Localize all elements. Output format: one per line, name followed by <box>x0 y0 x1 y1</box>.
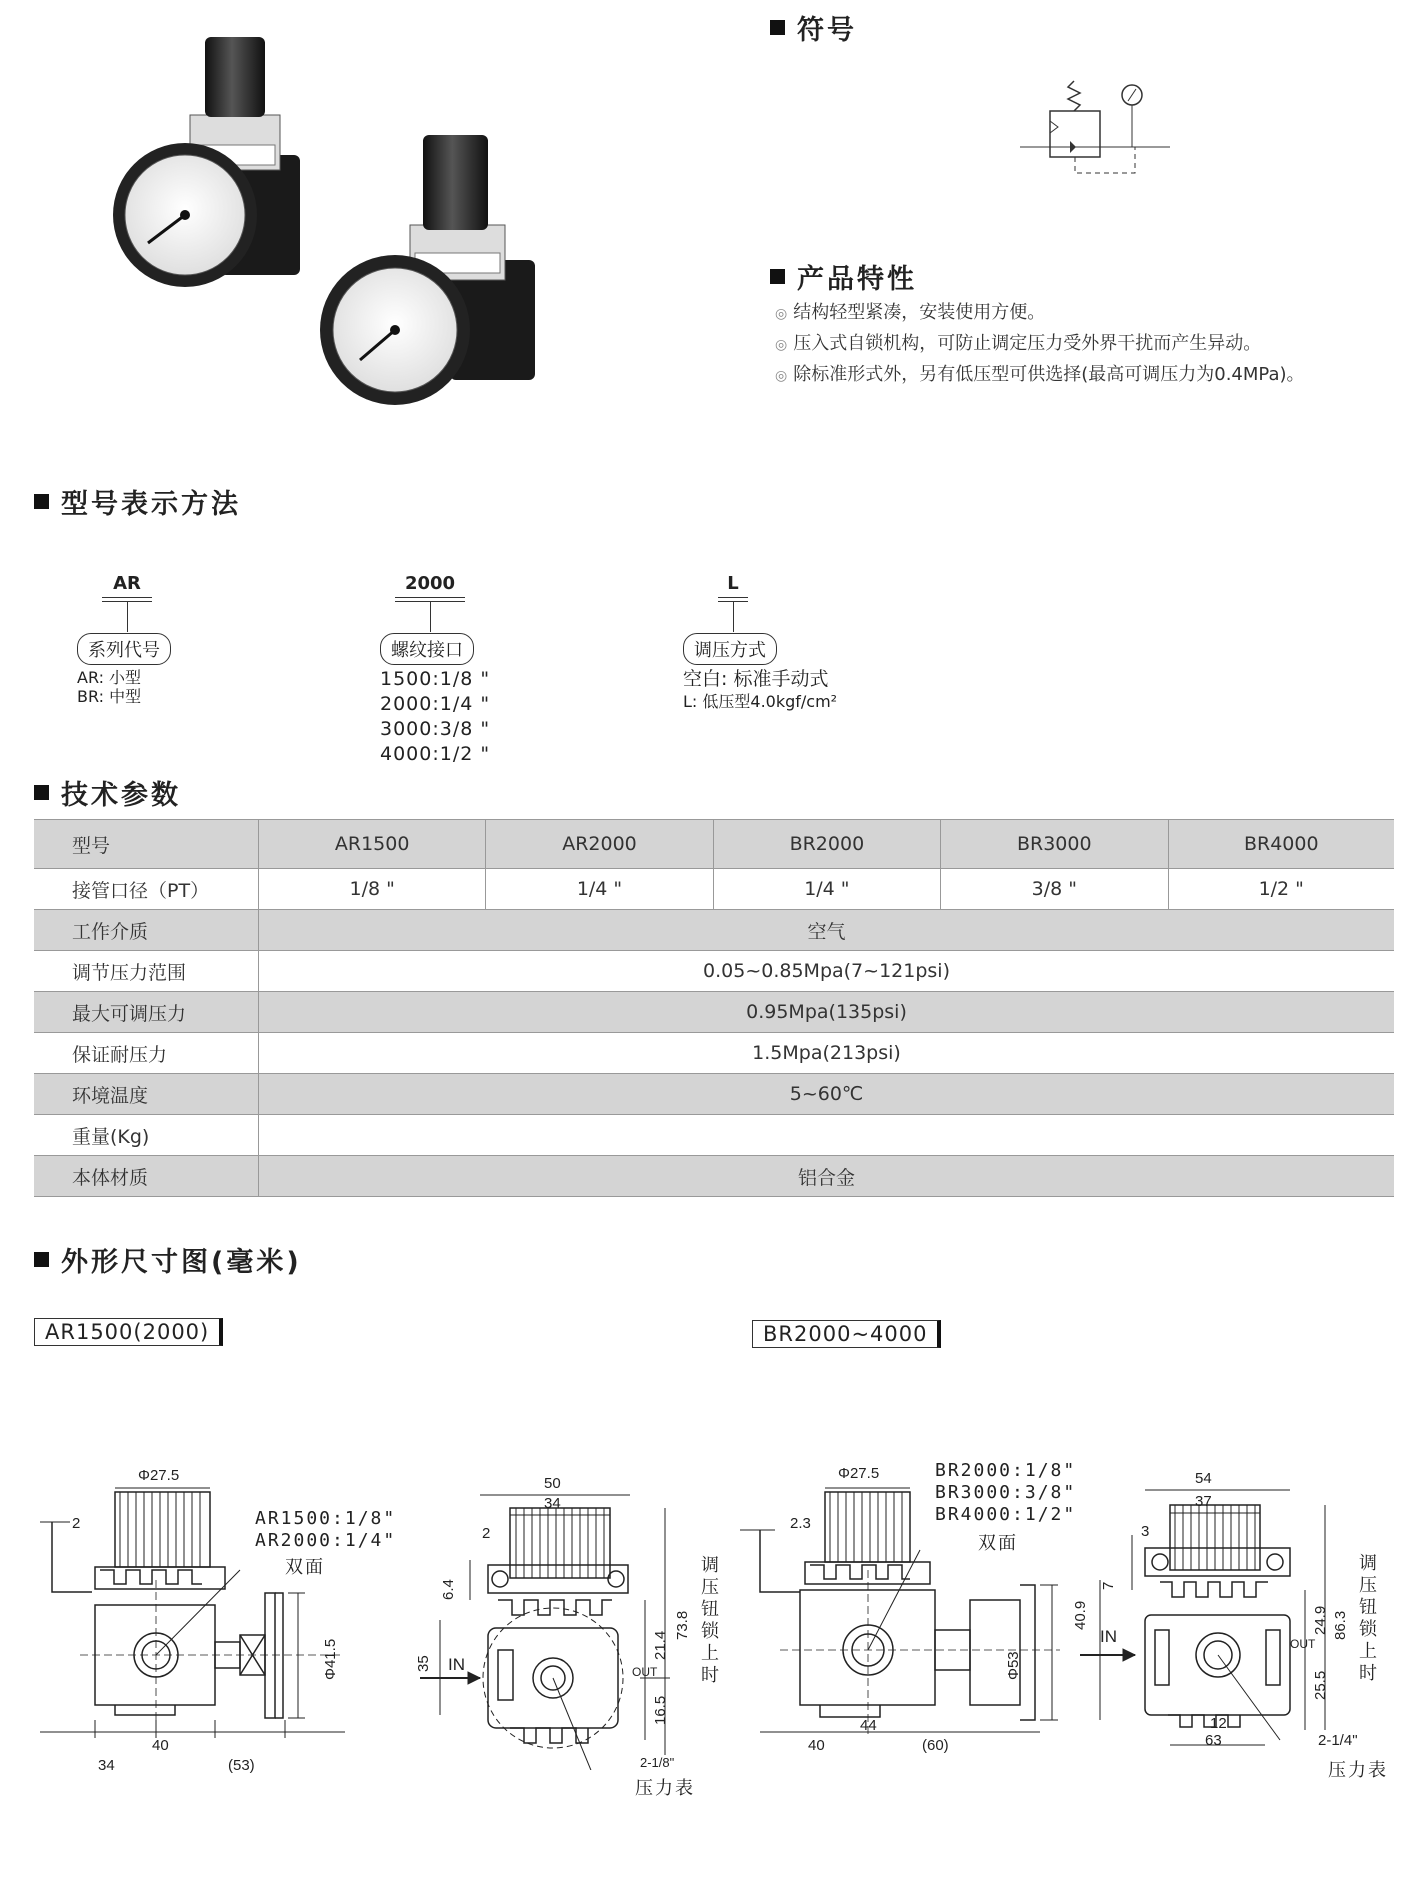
dim-label: 54 <box>1195 1470 1212 1487</box>
dim-label: Φ53 <box>1005 1651 1022 1680</box>
feature-item: ◎ 除标准形式外，另有低压型可供选择(最高可调压力为0.4MPa)。 <box>775 360 1305 391</box>
section-title-dimensions <box>34 1240 302 1279</box>
model-code-mode-label: 调压方式 <box>683 633 777 665</box>
section-title-text: 型号表示方法 <box>61 489 241 520</box>
table-cell: 5~60℃ <box>259 1074 1395 1115</box>
br-both-sides: 双面 <box>978 1533 1018 1554</box>
section-title-text: 产品特性 <box>797 264 917 295</box>
table-row <box>34 951 1394 992</box>
model-code-series: AR <box>113 573 141 594</box>
table-cell: 环境温度 <box>34 1074 259 1115</box>
br-model-label: BR2000~4000 <box>752 1320 941 1348</box>
dim-label: 21.4 <box>652 1630 669 1660</box>
table-row <box>34 869 1394 910</box>
dim-label: 40.9 <box>1072 1600 1089 1630</box>
square-bullet-icon <box>770 269 785 284</box>
table-row <box>34 1156 1394 1197</box>
br-lock-text: 调压钮锁上时 <box>1359 1553 1377 1684</box>
ar-gauge-label: 压力表 <box>635 1778 695 1799</box>
spec-table <box>34 819 1394 1197</box>
section-title-text: 外形尺寸图(毫米) <box>61 1247 302 1278</box>
table-header-cell: BR3000 <box>941 820 1168 869</box>
model-code-thread-label: 螺纹接口 <box>380 633 474 665</box>
section-title-text: 技术参数 <box>61 780 181 811</box>
section-title-text: 符号 <box>797 15 857 46</box>
thread-options: 1500:1/8 " 2000:1/4 " 3000:3/8 " 4000:1/2 " <box>380 668 491 765</box>
in-label: IN <box>448 1655 465 1674</box>
dim-label: 2.3 <box>790 1515 811 1532</box>
dim-label: 3 <box>1141 1523 1150 1540</box>
feature-item: ◎ 结构轻型紧凑，安装使用方便。 <box>775 298 1305 329</box>
dim-label: 35 <box>415 1655 432 1672</box>
ar-lock-text: 调压钮锁上时 <box>701 1555 719 1686</box>
table-cell: 保证耐压力 <box>34 1033 259 1074</box>
table-cell: 工作介质 <box>34 910 259 951</box>
dim-label: 73.8 <box>674 1610 691 1640</box>
table-header-cell: AR2000 <box>486 820 713 869</box>
table-cell: 0.95Mpa(135psi) <box>259 992 1395 1033</box>
table-row <box>34 1115 1394 1156</box>
table-header-cell: AR1500 <box>259 820 486 869</box>
series-options: AR: 小型 BR: 中型 <box>77 668 142 706</box>
table-cell <box>259 1115 1395 1156</box>
dim-label: 34 <box>544 1495 561 1512</box>
feature-item: ◎ 压入式自锁机构，可防止调定压力受外界干扰而产生异动。 <box>775 329 1305 360</box>
dim-label: 12 <box>1210 1715 1227 1732</box>
dim-label: 34 <box>98 1757 115 1774</box>
section-title-model-code <box>34 482 241 521</box>
dim-label: 7 <box>1100 1581 1117 1590</box>
in-label: IN <box>1100 1627 1117 1646</box>
square-bullet-icon <box>34 494 49 509</box>
section-title-symbol <box>770 8 857 47</box>
table-cell: 1/4 " <box>486 869 713 910</box>
dim-label: 86.3 <box>1332 1610 1349 1640</box>
br-side-view-drawing <box>1080 1440 1380 1770</box>
dim-label: 24.9 <box>1312 1605 1329 1635</box>
table-cell: 调节压力范围 <box>34 951 259 992</box>
table-row <box>34 1033 1394 1074</box>
ar-both-sides: 双面 <box>285 1557 325 1578</box>
dim-label: (60) <box>922 1737 949 1754</box>
ar-port-notes: AR1500:1/8" AR2000:1/4" <box>255 1508 397 1551</box>
dim-label: 63 <box>1205 1732 1222 1749</box>
table-cell: 本体材质 <box>34 1156 259 1197</box>
table-cell: 空气 <box>259 910 1395 951</box>
model-code-thread: 2000 <box>404 573 456 594</box>
out-label: OUT <box>1290 1637 1316 1651</box>
table-cell: 1.5Mpa(213psi) <box>259 1033 1395 1074</box>
table-row <box>34 992 1394 1033</box>
table-cell: 重量(Kg) <box>34 1115 259 1156</box>
section-title-features <box>770 257 917 296</box>
dim-label: Φ27.5 <box>138 1467 180 1484</box>
table-row <box>34 1074 1394 1115</box>
table-header-row <box>34 820 1394 869</box>
table-cell: 1/8 " <box>259 869 486 910</box>
square-bullet-icon <box>770 20 785 35</box>
ar-model-label: AR1500(2000) <box>34 1318 223 1346</box>
table-header-cell: BR2000 <box>713 820 940 869</box>
dim-label: 2 <box>482 1525 491 1542</box>
dim-label: 37 <box>1195 1493 1212 1510</box>
dim-label: (53) <box>228 1757 255 1774</box>
dim-label: 2-1/8" <box>640 1755 675 1770</box>
model-code-series-label: 系列代号 <box>77 633 171 665</box>
table-cell: 接管口径（PT） <box>34 869 259 910</box>
square-bullet-icon <box>34 785 49 800</box>
regulator-symbol <box>1020 75 1170 180</box>
table-cell: 0.05~0.85Mpa(7~121psi) <box>259 951 1395 992</box>
dim-label: 25.5 <box>1312 1670 1329 1700</box>
table-header-cell: 型号 <box>34 820 259 869</box>
dim-label: 2 <box>72 1515 81 1532</box>
dim-label: 44 <box>860 1717 877 1734</box>
section-title-tech <box>34 773 181 812</box>
mode-options: 空白: 标准手动式 L: 低压型4.0kgf/cm² <box>683 668 838 711</box>
dim-label: 6.4 <box>440 1579 457 1600</box>
dim-label: 40 <box>808 1737 825 1754</box>
model-code-mode: L <box>727 573 739 594</box>
dim-label: Φ27.5 <box>838 1465 880 1482</box>
dim-label: 50 <box>544 1475 561 1492</box>
table-header-cell: BR4000 <box>1168 820 1394 869</box>
dim-label: Φ41.5 <box>322 1638 339 1680</box>
square-bullet-icon <box>34 1252 49 1267</box>
out-label: OUT <box>632 1665 658 1679</box>
br-gauge-label: 压力表 <box>1328 1760 1388 1781</box>
dim-label: 16.5 <box>652 1695 669 1725</box>
table-cell: 1/2 " <box>1168 869 1394 910</box>
feature-list <box>775 298 1305 391</box>
br-port-notes: BR2000:1/8" BR3000:3/8" BR4000:1/2" <box>935 1460 1077 1525</box>
table-cell: 铝合金 <box>259 1156 1395 1197</box>
dim-label: 2-1/4" <box>1318 1732 1358 1749</box>
product-photo <box>90 25 560 425</box>
table-cell: 最大可调压力 <box>34 992 259 1033</box>
table-cell: 1/4 " <box>713 869 940 910</box>
dim-label: 40 <box>152 1737 169 1754</box>
table-row <box>34 910 1394 951</box>
table-cell: 3/8 " <box>941 869 1168 910</box>
